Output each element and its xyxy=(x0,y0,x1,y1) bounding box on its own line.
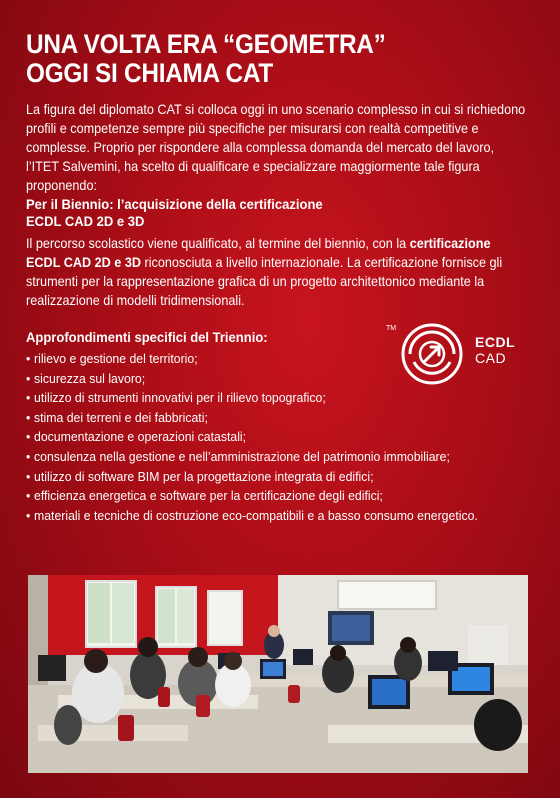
biennio-text-bold: certificazione ECDL CAD 2D e 3D xyxy=(26,236,491,270)
biennio-text-1: Il percorso scolastico viene qualificato, al termine del biennio, con la xyxy=(26,236,410,251)
list-item: • efficienza energetica e software per la certificazione degli edifici; xyxy=(26,486,524,506)
biennio-heading-line-1: Per il Biennio: l’acquisizione della certificazione xyxy=(26,196,323,212)
logo-line-1: ECDL xyxy=(475,334,516,350)
title-line-2: OGGI SI CHIAMA CAT xyxy=(26,58,273,88)
list-item: • stima dei terreni e dei fabbricati; xyxy=(26,408,524,428)
list-item: • materiali e tecniche di costruzione eco-compatibili e a basso consumo energetico. xyxy=(26,506,524,526)
biennio-heading-line-2: ECDL CAD 2D e 3D xyxy=(26,213,145,229)
page-title xyxy=(26,30,486,88)
list-item: • utilizzo di software BIM per la progettazione integrata di edifici; xyxy=(26,467,524,487)
list-item: • sicurezza sul lavoro; xyxy=(26,369,524,389)
list-item: • utilizzo di strumenti innovativi per il rilievo topografico; xyxy=(26,388,524,408)
ecdl-logo-text xyxy=(475,334,515,366)
intro-paragraph: La figura del diplomato CAT si colloca oggi in uno scenario complesso in cui si richiedono profili e competenze sempre più specifiche per misurarsi con realtà competitive e complesse. Proprio per rispondere alla complessa domanda del mercato del lavoro, l’ITET Salvemini, ha scelto di qualificare e specializzare maggiormente tale figura proponendo: xyxy=(26,102,526,193)
list-item: • documentazione e operazioni catastali; xyxy=(26,427,524,447)
trademark-mark: TM xyxy=(386,325,397,332)
triennio-heading: Approfondimenti specifici del Triennio: xyxy=(26,329,268,345)
title-line-1: UNA VOLTA ERA “GEOMETRA” xyxy=(26,29,386,59)
list-item: • rilievo e gestione del territorio; xyxy=(26,349,524,369)
computer-lab-photo xyxy=(28,575,528,773)
list-item: • consulenza nella gestione e nell’amministrazione del patrimonio immobiliare; xyxy=(26,447,524,467)
biennio-heading xyxy=(26,196,528,230)
biennio-text-2: riconosciuta a livello internazionale. La certificazione fornisce gli strumenti per la rappresentazione grafica di un progetto architettonico mediante la realizzazione di modelli tridimensionali. xyxy=(26,255,503,308)
logo-line-2: CAD xyxy=(475,350,507,366)
biennio-paragraph xyxy=(26,234,524,310)
